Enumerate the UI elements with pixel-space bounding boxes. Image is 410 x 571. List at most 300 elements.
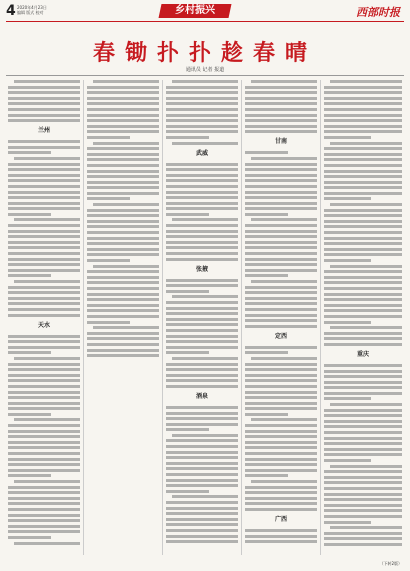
text-line <box>324 481 402 484</box>
text-line <box>166 224 238 227</box>
text-line <box>8 379 80 382</box>
text-line <box>166 207 238 210</box>
text-line <box>245 263 317 266</box>
text-line <box>324 321 371 324</box>
text-line <box>87 186 159 189</box>
text-line <box>166 501 238 504</box>
text-line <box>166 102 238 105</box>
text-line <box>324 237 402 240</box>
text-line <box>87 209 159 212</box>
text-line <box>8 202 80 205</box>
text-line <box>166 119 238 122</box>
text-line <box>166 406 238 409</box>
section-badge <box>159 4 232 18</box>
text-line <box>87 242 159 245</box>
text-line <box>87 315 159 318</box>
text-line <box>324 543 402 546</box>
text-line <box>166 340 238 343</box>
text-line <box>324 248 402 251</box>
text-line <box>324 192 402 195</box>
text-line <box>14 480 80 483</box>
text-line <box>166 451 238 454</box>
section-subhead: 酒泉 <box>195 392 208 400</box>
text-line <box>324 470 402 473</box>
masthead-logo: 西部时报 <box>356 6 400 19</box>
section-subhead: 张掖 <box>195 265 208 273</box>
text-line <box>14 157 80 160</box>
text-line <box>245 463 317 466</box>
text-line <box>245 385 317 388</box>
text-line <box>166 467 238 470</box>
text-line <box>166 196 238 199</box>
text-line <box>8 224 80 227</box>
text-line <box>324 375 402 378</box>
text-line <box>87 220 159 223</box>
text-line <box>172 80 238 83</box>
text-line <box>87 287 159 290</box>
text-line <box>8 258 80 261</box>
text-line <box>166 351 209 354</box>
text-line <box>324 515 402 518</box>
text-line <box>324 448 402 451</box>
text-line <box>172 218 238 221</box>
text-line <box>245 269 317 272</box>
text-line <box>166 179 238 182</box>
text-line <box>8 241 80 244</box>
section-subhead: 定西 <box>274 332 287 340</box>
text-line <box>8 458 80 461</box>
text-line <box>324 431 402 434</box>
text-column-3 <box>166 80 238 546</box>
text-line <box>245 430 317 433</box>
text-line <box>251 157 317 160</box>
text-line <box>324 537 402 540</box>
text-line <box>324 476 402 479</box>
column-divider <box>83 80 84 555</box>
text-line <box>251 480 317 483</box>
text-line <box>8 519 80 522</box>
text-line <box>330 526 402 529</box>
text-line <box>8 286 80 289</box>
text-column-2 <box>87 80 159 360</box>
text-line <box>166 191 238 194</box>
text-line <box>166 241 238 244</box>
text-line <box>245 151 288 154</box>
text-line <box>166 335 238 338</box>
text-line <box>166 368 238 371</box>
text-line <box>324 270 402 273</box>
text-line <box>166 323 238 326</box>
text-line <box>166 230 238 233</box>
text-line <box>324 521 371 524</box>
text-line <box>166 484 238 487</box>
header-rule <box>6 21 404 22</box>
text-line <box>245 452 317 455</box>
text-line <box>8 274 51 277</box>
text-line <box>251 218 317 221</box>
section-subhead: 武威 <box>195 149 208 157</box>
text-line <box>324 453 402 456</box>
text-line <box>245 379 317 382</box>
text-line <box>251 357 317 360</box>
text-line <box>87 304 159 307</box>
text-line <box>172 142 238 145</box>
text-line <box>166 535 238 538</box>
text-line <box>245 130 317 133</box>
text-line <box>245 325 317 328</box>
text-line <box>87 197 130 200</box>
text-line <box>166 185 238 188</box>
text-line <box>245 458 317 461</box>
text-line <box>8 340 80 343</box>
headline-rule <box>6 75 404 76</box>
text-line <box>245 351 288 354</box>
text-line <box>330 465 402 468</box>
text-line <box>87 259 130 262</box>
text-line <box>166 417 238 420</box>
text-line <box>8 402 80 405</box>
text-line <box>8 97 80 100</box>
text-line <box>8 424 80 427</box>
text-line <box>245 302 317 305</box>
text-line <box>330 203 402 206</box>
text-line <box>8 151 51 154</box>
text-line <box>8 91 80 94</box>
section-label: 乡村振兴 <box>175 5 215 16</box>
text-line <box>8 302 80 305</box>
text-line <box>251 418 317 421</box>
text-line <box>87 332 159 335</box>
text-line <box>8 213 51 216</box>
text-line <box>324 119 402 122</box>
text-line <box>93 80 159 83</box>
text-line <box>324 298 402 301</box>
date-info <box>17 5 87 15</box>
text-line <box>8 196 80 199</box>
text-line <box>87 237 159 240</box>
text-line <box>324 276 402 279</box>
text-line <box>166 108 238 111</box>
text-line <box>87 293 159 296</box>
text-line <box>324 343 402 346</box>
text-line <box>324 102 402 105</box>
text-column-1 <box>8 80 80 547</box>
text-line <box>245 174 317 177</box>
text-line <box>324 225 402 228</box>
text-line <box>87 343 159 346</box>
text-line <box>166 312 238 315</box>
continued-note: （下转2版） <box>379 561 402 566</box>
text-line <box>166 412 238 415</box>
text-line <box>245 540 317 543</box>
text-line <box>87 298 159 301</box>
text-line <box>245 486 317 489</box>
text-line <box>245 435 317 438</box>
text-line <box>245 179 317 182</box>
article-headline: 春锄扑扑趁春晴 <box>92 41 317 66</box>
text-line <box>8 140 80 143</box>
text-line <box>324 125 402 128</box>
text-line <box>8 351 51 354</box>
text-line <box>166 529 238 532</box>
text-line <box>8 374 80 377</box>
text-line <box>245 363 317 366</box>
text-line <box>8 174 80 177</box>
text-line <box>166 385 238 388</box>
text-line <box>330 326 402 329</box>
text-line <box>245 235 317 238</box>
text-line <box>245 246 317 249</box>
text-line <box>8 252 80 255</box>
text-line <box>87 192 159 195</box>
text-line <box>166 439 238 442</box>
text-line <box>251 280 317 283</box>
text-line <box>245 319 317 322</box>
text-column-4 <box>245 80 317 546</box>
text-line <box>8 396 80 399</box>
text-line <box>245 91 317 94</box>
text-line <box>8 391 80 394</box>
text-line <box>8 441 80 444</box>
text-line <box>14 418 80 421</box>
text-line <box>166 86 238 89</box>
text-line <box>166 125 238 128</box>
text-line <box>324 97 402 100</box>
text-line <box>324 136 371 139</box>
text-line <box>166 252 238 255</box>
text-line <box>245 491 317 494</box>
text-line <box>87 276 159 279</box>
text-line <box>166 91 238 94</box>
text-line <box>87 214 159 217</box>
text-line <box>324 332 402 335</box>
text-line <box>166 136 209 139</box>
text-line <box>8 297 80 300</box>
text-line <box>166 473 238 476</box>
text-column-5 <box>324 80 402 549</box>
text-line <box>8 502 80 505</box>
section-subhead: 重庆 <box>356 350 369 358</box>
text-line <box>87 181 159 184</box>
text-line <box>245 469 317 472</box>
text-line <box>87 321 130 324</box>
text-line <box>324 153 402 156</box>
text-line <box>324 409 402 412</box>
text-line <box>245 286 317 289</box>
text-line <box>93 203 159 206</box>
text-line <box>245 502 317 505</box>
text-line <box>245 413 288 416</box>
section-subhead: 广西 <box>274 515 287 523</box>
text-line <box>8 86 80 89</box>
text-line <box>166 301 238 304</box>
text-line <box>324 293 402 296</box>
text-line <box>324 397 371 400</box>
text-line <box>245 114 317 117</box>
text-line <box>245 346 317 349</box>
text-line <box>245 108 317 111</box>
page-number: 4 <box>6 3 16 19</box>
issue-date: 2020年4月23日 <box>17 5 47 10</box>
text-line <box>8 269 80 272</box>
text-line <box>245 274 288 277</box>
text-line <box>245 185 317 188</box>
text-line <box>8 314 80 317</box>
text-line <box>166 284 238 287</box>
text-line <box>245 424 317 427</box>
text-line <box>245 202 317 205</box>
text-line <box>245 258 317 261</box>
text-line <box>87 158 159 161</box>
column-divider <box>241 80 242 555</box>
text-line <box>8 508 80 511</box>
text-line <box>87 164 159 167</box>
text-line <box>324 253 402 256</box>
text-line <box>87 309 159 312</box>
text-line <box>324 181 402 184</box>
text-line <box>166 213 209 216</box>
text-line <box>166 318 238 321</box>
text-line <box>324 220 402 223</box>
text-line <box>87 170 159 173</box>
text-line <box>8 363 80 366</box>
text-line <box>245 374 317 377</box>
text-line <box>166 168 238 171</box>
text-line <box>87 130 159 133</box>
text-line <box>330 265 402 268</box>
text-line <box>166 130 238 133</box>
text-line <box>8 335 80 338</box>
text-line <box>87 91 159 94</box>
text-line <box>8 446 80 449</box>
text-line <box>330 403 402 406</box>
text-line <box>93 326 159 329</box>
text-line <box>245 529 317 532</box>
text-line <box>8 486 80 489</box>
text-line <box>166 163 238 166</box>
text-line <box>324 130 402 133</box>
text-line <box>245 446 317 449</box>
text-line <box>245 441 317 444</box>
text-line <box>324 532 402 535</box>
text-line <box>324 186 402 189</box>
text-line <box>14 218 80 221</box>
text-line <box>324 504 402 507</box>
text-line <box>166 346 238 349</box>
text-line <box>14 280 80 283</box>
text-line <box>166 445 238 448</box>
text-line <box>8 346 80 349</box>
text-line <box>245 163 317 166</box>
text-line <box>8 163 80 166</box>
text-line <box>8 102 80 105</box>
text-line <box>8 168 80 171</box>
text-line <box>87 281 159 284</box>
section-subhead: 兰州 <box>37 127 50 135</box>
text-line <box>245 119 317 122</box>
text-line <box>8 525 80 528</box>
text-line <box>324 242 402 245</box>
text-line <box>8 235 80 238</box>
text-line <box>87 97 159 100</box>
text-line <box>324 231 402 234</box>
text-line <box>251 80 317 83</box>
text-line <box>166 518 238 521</box>
text-line <box>245 314 317 317</box>
text-line <box>87 175 159 178</box>
text-line <box>245 407 317 410</box>
text-line <box>324 420 402 423</box>
text-line <box>324 414 402 417</box>
text-line <box>87 153 159 156</box>
text-line <box>324 392 402 395</box>
text-line <box>245 224 317 227</box>
text-line <box>324 487 402 490</box>
text-line <box>324 164 402 167</box>
text-line <box>245 213 288 216</box>
text-line <box>87 136 130 139</box>
text-line <box>87 225 159 228</box>
text-line <box>166 374 238 377</box>
text-line <box>8 291 80 294</box>
text-line <box>324 381 402 384</box>
text-line <box>8 385 80 388</box>
text-line <box>324 158 402 161</box>
text-line <box>324 315 402 318</box>
text-line <box>87 248 159 251</box>
text-line <box>324 337 402 340</box>
text-line <box>324 287 402 290</box>
text-line <box>324 197 371 200</box>
text-line <box>8 497 80 500</box>
text-line <box>324 498 402 501</box>
text-line <box>166 97 238 100</box>
text-line <box>8 469 80 472</box>
text-line <box>245 102 317 105</box>
text-line <box>245 191 317 194</box>
text-line <box>245 396 317 399</box>
text-line <box>166 363 238 366</box>
page-header <box>0 0 410 30</box>
text-line <box>87 86 159 89</box>
text-line <box>8 308 80 311</box>
text-line <box>324 91 402 94</box>
text-line <box>245 97 317 100</box>
text-line <box>245 497 317 500</box>
text-line <box>166 279 238 282</box>
text-line <box>166 507 238 510</box>
text-line <box>14 357 80 360</box>
text-line <box>245 308 317 311</box>
text-line <box>8 207 80 210</box>
text-line <box>8 452 80 455</box>
text-line <box>172 495 238 498</box>
text-line <box>324 442 402 445</box>
text-line <box>14 542 80 545</box>
text-line <box>8 413 51 416</box>
text-line <box>166 174 238 177</box>
text-line <box>8 191 80 194</box>
editor-line: 编辑 版式 校对 <box>17 10 44 15</box>
text-line <box>87 270 159 273</box>
text-line <box>8 474 51 477</box>
text-line <box>330 142 402 145</box>
text-line <box>8 246 80 249</box>
text-line <box>166 423 238 426</box>
text-line <box>324 364 402 367</box>
text-line <box>245 368 317 371</box>
text-line <box>166 246 238 249</box>
